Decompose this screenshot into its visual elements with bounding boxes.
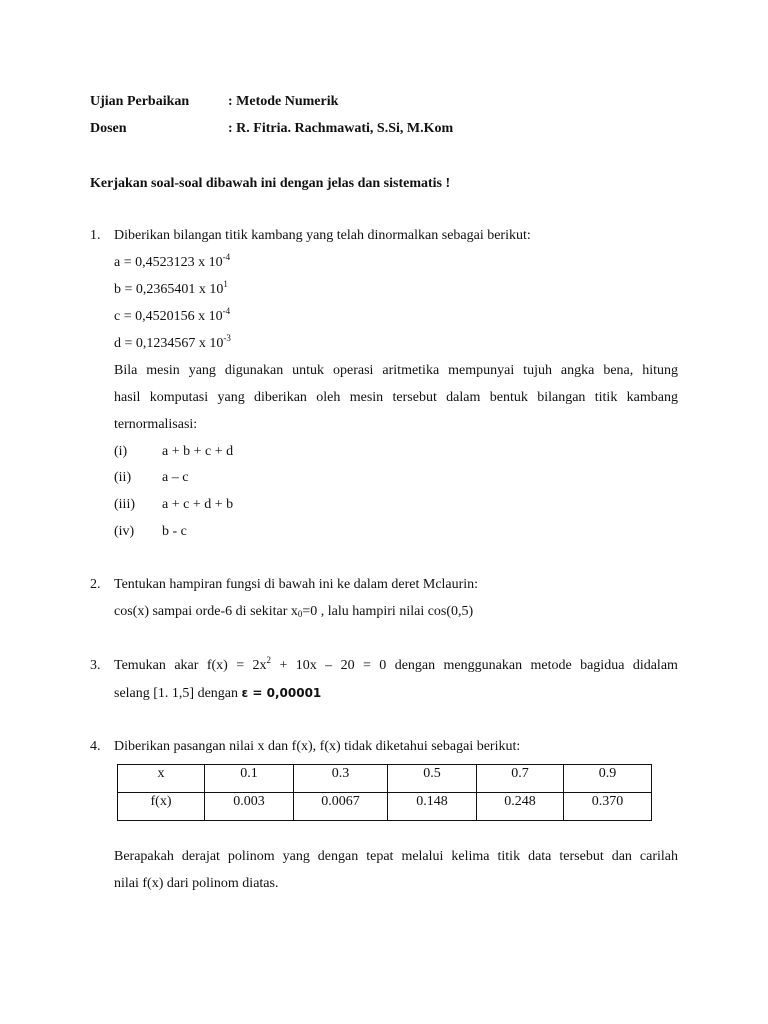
table-header-x: x — [118, 765, 205, 793]
table-cell: 0.003 — [205, 793, 294, 821]
question-3-line-1: Temukan akar f(x) = $2x^2$ + 10x – 20 = 0 dengan menggunakan metode bagidua didalam — [114, 655, 678, 673]
value-d: d = 0,1234567 x $10^{-3}$ — [114, 333, 231, 351]
instruction: Kerjakan soal-soal dibawah ini dengan jelas dan sistematis ! — [90, 176, 451, 191]
value-a: a = 0,4523123 x $10^{-4}$ — [114, 252, 231, 270]
question-1-number: 1. — [90, 228, 101, 243]
item-expr-iii: a + c + d + b — [162, 497, 234, 512]
table-cell: 0.370 — [564, 793, 652, 821]
table-cell: 0.9 — [564, 765, 652, 793]
table-cell: 0.7 — [477, 765, 564, 793]
table-cell: 0.3 — [294, 765, 388, 793]
table-cell: 0.0067 — [294, 793, 388, 821]
table-row — [118, 765, 652, 793]
value-b: b = 0,2365401 x $10^1$ — [114, 279, 228, 297]
question-1-paragraph-line-1: Bila mesin yang digunakan untuk operasi aritmetika mempunyai tujuh angka bena, hitung — [114, 363, 678, 378]
item-expr-iv: b - c — [162, 524, 187, 539]
table-cell: 0.5 — [388, 765, 477, 793]
item-label-iii: (iii) — [114, 497, 135, 512]
lecturer-label: Dosen — [90, 121, 127, 136]
value-c: c = 0,4520156 x $10^{-4}$ — [114, 306, 231, 324]
table-cell: 0.248 — [477, 793, 564, 821]
lecturer-name: : R. Fitria. Rachmawati, S.Si, M.Kom — [228, 121, 454, 136]
question-3-number: 3. — [90, 658, 101, 673]
table-cell: 0.1 — [205, 765, 294, 793]
question-4-paragraph-line-1: Berapakah derajat polinom yang dengan tepat melalui kelima titik data tersebut dan carilah — [114, 849, 678, 864]
question-1-paragraph-line-3: ternormalisasi: — [114, 417, 198, 432]
item-label-iv: (iv) — [114, 524, 135, 539]
question-3-line-2: selang [1. 1,5] dengan ε = 0,00001 — [114, 686, 322, 701]
table-header-fx: f(x) — [118, 793, 205, 821]
epsilon-value: ε = 0,00001 — [241, 686, 322, 700]
table-row — [118, 793, 652, 821]
question-4-number: 4. — [90, 739, 101, 754]
exam-label: Ujian Perbaikan — [90, 94, 190, 109]
question-1-paragraph-line-2: hasil komputasi yang diberikan oleh mesin tersebut dalam bentuk bilangan titik kambang — [114, 390, 678, 405]
question-4-paragraph-line-2: nilai f(x) dari polinom diatas. — [114, 876, 279, 891]
question-1-intro: Diberikan bilangan titik kambang yang telah dinormalkan sebagai berikut: — [114, 228, 531, 243]
question-2-line-1: Tentukan hampiran fungsi di bawah ini ke dalam deret Mclaurin: — [114, 577, 479, 592]
question-2-line-2: cos(x) sampai orde-6 di sekitar $x_0=0$ , lalu hampiri nilai cos(0,5) — [114, 604, 474, 619]
item-label-i: (i) — [114, 444, 128, 459]
question-2-number: 2. — [90, 577, 101, 592]
exam-subject: : Metode Numerik — [228, 94, 339, 109]
item-expr-ii: a – c — [162, 470, 189, 485]
question-4-intro: Diberikan pasangan nilai x dan f(x), f(x) tidak diketahui sebagai berikut: — [114, 739, 521, 754]
item-expr-i: a + b + c + d — [162, 444, 234, 459]
table-cell: 0.148 — [388, 793, 477, 821]
data-table — [117, 764, 652, 821]
item-label-ii: (ii) — [114, 470, 132, 485]
